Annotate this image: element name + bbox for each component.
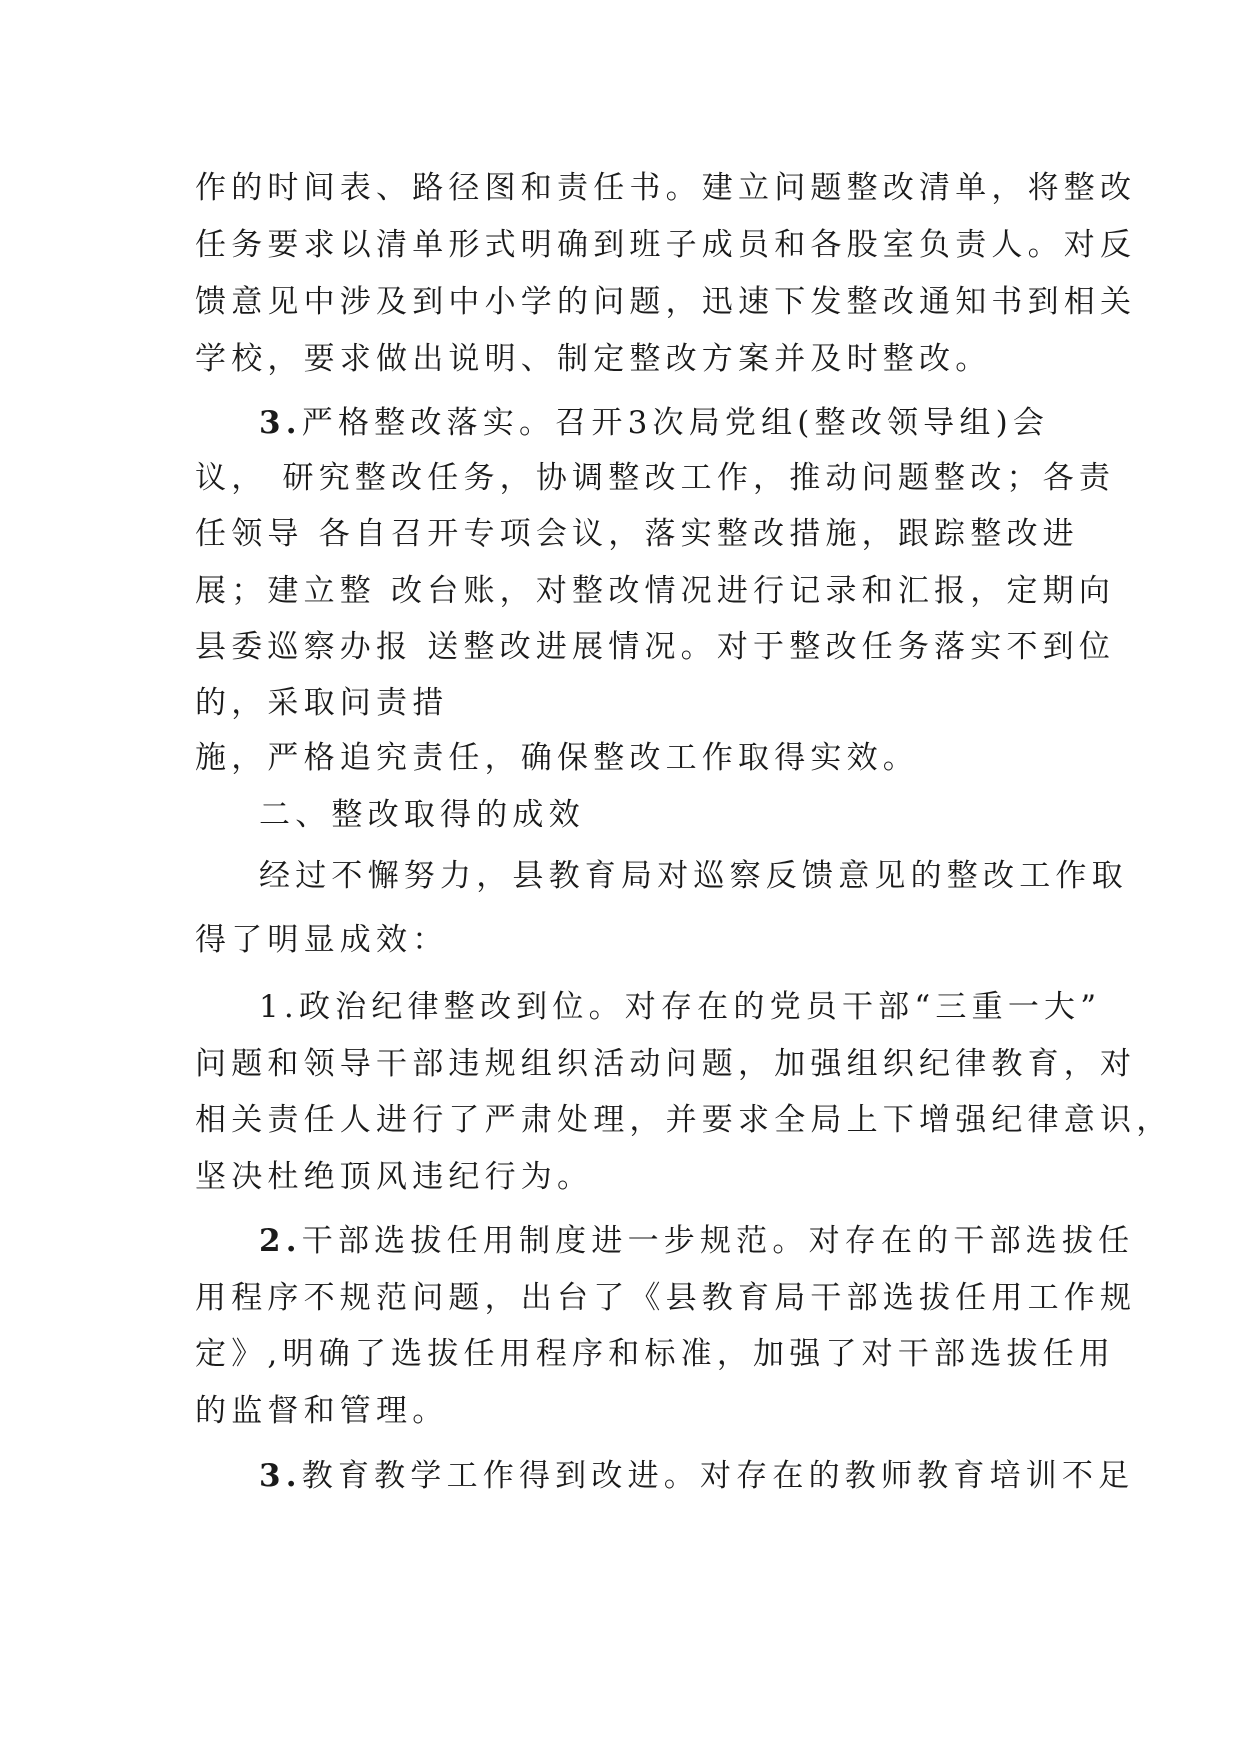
text-line [259,1221,1134,1261]
text-line: 学校，要求做出说明、制定整改方案并及时整改。 [195,341,992,377]
text-line: 得了明显成效： [195,922,449,958]
text-line [259,1456,1134,1496]
text-line: 的，采取问责措 [195,685,449,721]
section-heading: 二、整改取得的成效 [259,797,585,833]
text-line: 经过不懈努力，县教育局对巡察反馈意见的整改工作取 [259,858,1128,894]
text-line: 任务要求以清单形式明确到班子成员和各股室负责人。对反 [195,227,1137,263]
text-line: 问题和领导干部违规组织活动问题，加强组织纪律教育，对 [195,1046,1137,1082]
text-line: 施，严格追究责任，确保整改工作取得实效。 [195,740,919,776]
list-item-text: 干部选拔任用制度进一步规范。对存在的干部选拔任 [301,1223,1135,1259]
text-line: 相关责任人进行了严肃处理，并要求全局上下增强纪律意识， [195,1102,1173,1138]
list-item-text: 严格整改落实。召开3次局党组(整改领导组)会 [301,405,1050,441]
text-line: 县委巡察办报 送整改进展情况。对于整改任务落实不到位 [195,629,1116,665]
list-number: 3. [259,1458,302,1494]
text-line: 作的时间表、路径图和责任书。建立问题整改清单，将整改 [195,170,1137,206]
list-number: 2. [259,1223,302,1259]
list-number: 3. [259,405,302,441]
text-line: 馈意见中涉及到中小学的问题，迅速下发整改通知书到相关 [195,284,1137,320]
text-line: 展；建立整 改台账，对整改情况进行记录和汇报，定期向 [195,573,1116,609]
text-line: 议， 研究整改任务，协调整改工作，推动问题整改；各责 [195,460,1116,496]
text-line: 1.政治纪律整改到位。对存在的党员干部“三重一大” [259,989,1102,1025]
text-line [259,403,1049,443]
text-line: 定》,明确了选拔任用程序和标准，加强了对干部选拔任用 [195,1336,1116,1372]
text-line: 用程序不规范问题，出台了《县教育局干部选拔任用工作规 [195,1280,1137,1316]
text-line: 坚决杜绝顶风违纪行为。 [195,1159,594,1195]
text-line: 任领导 各自召开专项会议，落实整改措施，跟踪整改进 [195,516,1079,552]
list-item-text: 教育教学工作得到改进。对存在的教师教育培训不足 [301,1458,1135,1494]
text-line: 的监督和管理。 [195,1393,449,1429]
